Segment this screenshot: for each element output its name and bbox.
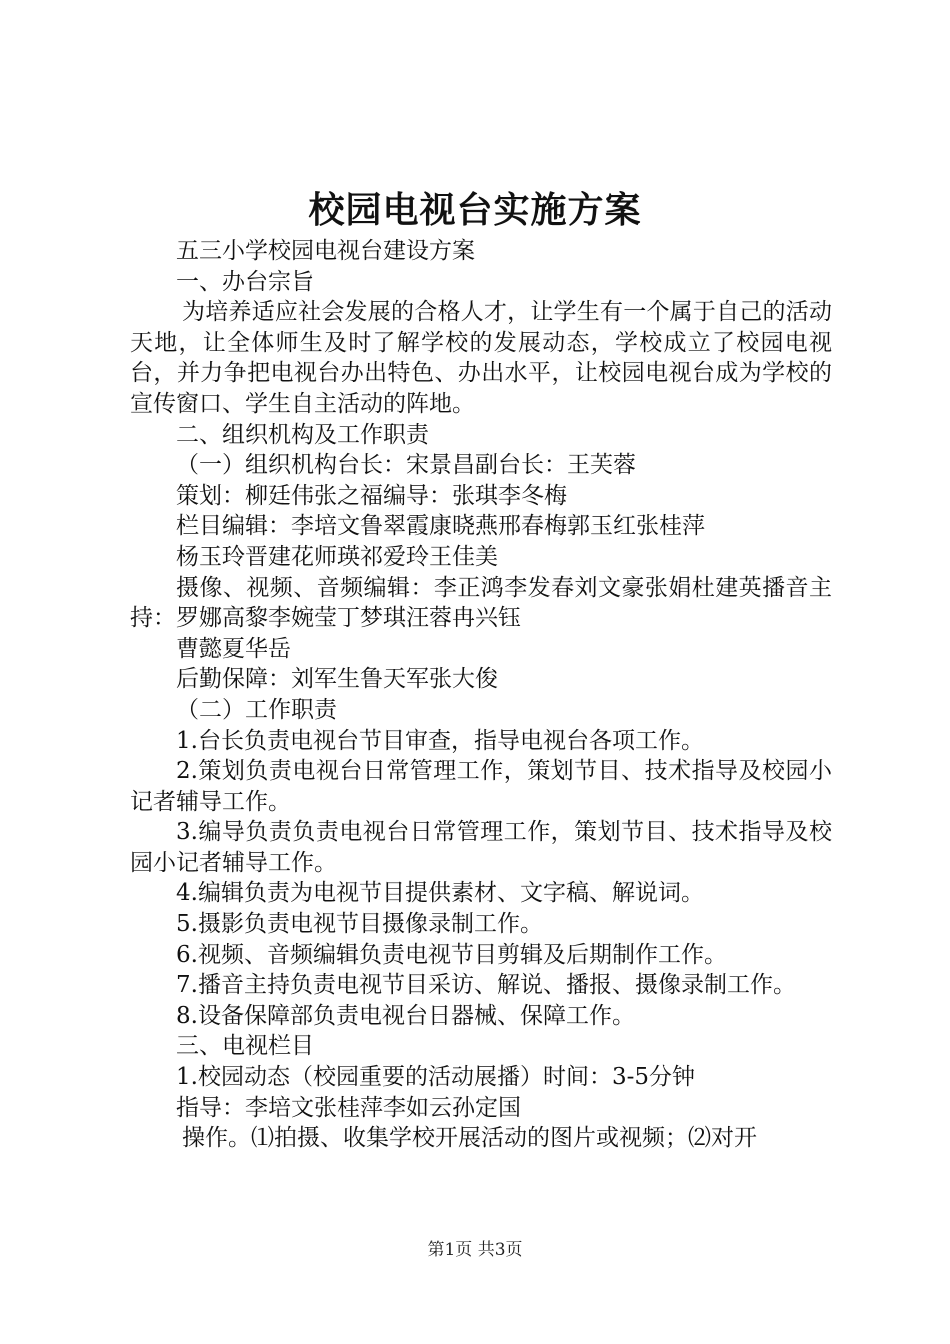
duty-item-7: 7.播音主持负责电视节目采访、解说、播报、摄像录制工作。 (176, 972, 796, 999)
page-number-footer: 第1页 共3页 (427, 1240, 523, 1260)
duty-item-4: 4.编辑负责为电视节目提供素材、文字稿、解说词。 (176, 880, 704, 907)
document-title: 校园电视台实施方案 (308, 189, 642, 231)
duty-item-1: 1.台长负责电视台节目审查，指导电视台各项工作。 (176, 727, 704, 754)
duty-item-8: 8.设备保障部负责电视台日器械、保障工作。 (176, 1002, 635, 1029)
paragraph-purpose: 为培养适应社会发展的合格人才，让学生有一个属于自己的活动天地，让全体师生及时了解学校的发展动态，学校成立了校园电视台，并力争把电视台办出特色、办出水平，让校园电视台成为学校的宣传窗口、学生自主活动的阵地。 (130, 299, 832, 417)
duty-item-3: 3.编导负责负责电视台日常管理工作，策划节目、技术指导及校园小记者辅导工作。 (130, 819, 832, 876)
paragraph-planning: 策划：柳廷伟张之福编导：张琪李冬梅 (176, 482, 567, 509)
paragraph-editors: 栏目编辑：李培文鲁翠霞康晓燕邢春梅郭玉红张桂萍 (176, 513, 705, 540)
paragraph-logistics: 后勤保障：刘军生鲁天军张大俊 (176, 666, 498, 693)
column-item-1: 1.校园动态（校园重要的活动展播）时间：3-5分钟 (176, 1064, 695, 1091)
paragraph-subtitle: 五三小学校园电视台建设方案 (176, 238, 475, 264)
column-item-1-guidance: 指导：李培文张桂萍李如云孙定国 (176, 1094, 521, 1121)
section-heading-2: 二、组织机构及工作职责 (176, 421, 429, 448)
paragraph-camera-hosts: 摄像、视频、音频编辑：李正鸿李发春刘文豪张娟杜建英播音主持：罗娜高黎李婉莹丁梦琪汪蓉冉兴钰 (130, 574, 832, 632)
duty-item-6: 6.视频、音频编辑负责电视节目剪辑及后期制作工作。 (176, 941, 727, 968)
paragraph-hosts-cont: 曹懿夏华岳 (176, 635, 291, 662)
paragraph-org-leaders: （一）组织机构台长：宋景昌副台长：王芙蓉 (176, 452, 636, 479)
document-body (130, 236, 832, 1154)
subsection-duties: （二）工作职责 (176, 696, 337, 723)
section-heading-3: 三、电视栏目 (176, 1033, 314, 1060)
duty-item-2: 2.策划负责电视台日常管理工作，策划节目、技术指导及校园小记者辅导工作。 (130, 758, 832, 815)
paragraph-editors-cont: 杨玉玲晋建花师瑛祁爱玲王佳美 (176, 543, 498, 570)
duty-item-5: 5.摄影负责电视节目摄像录制工作。 (176, 911, 543, 938)
column-item-1-operation: 操作。⑴拍摄、收集学校开展活动的图片或视频；⑵对开 (182, 1125, 757, 1152)
section-heading-1: 一、办台宗旨 (176, 268, 314, 295)
